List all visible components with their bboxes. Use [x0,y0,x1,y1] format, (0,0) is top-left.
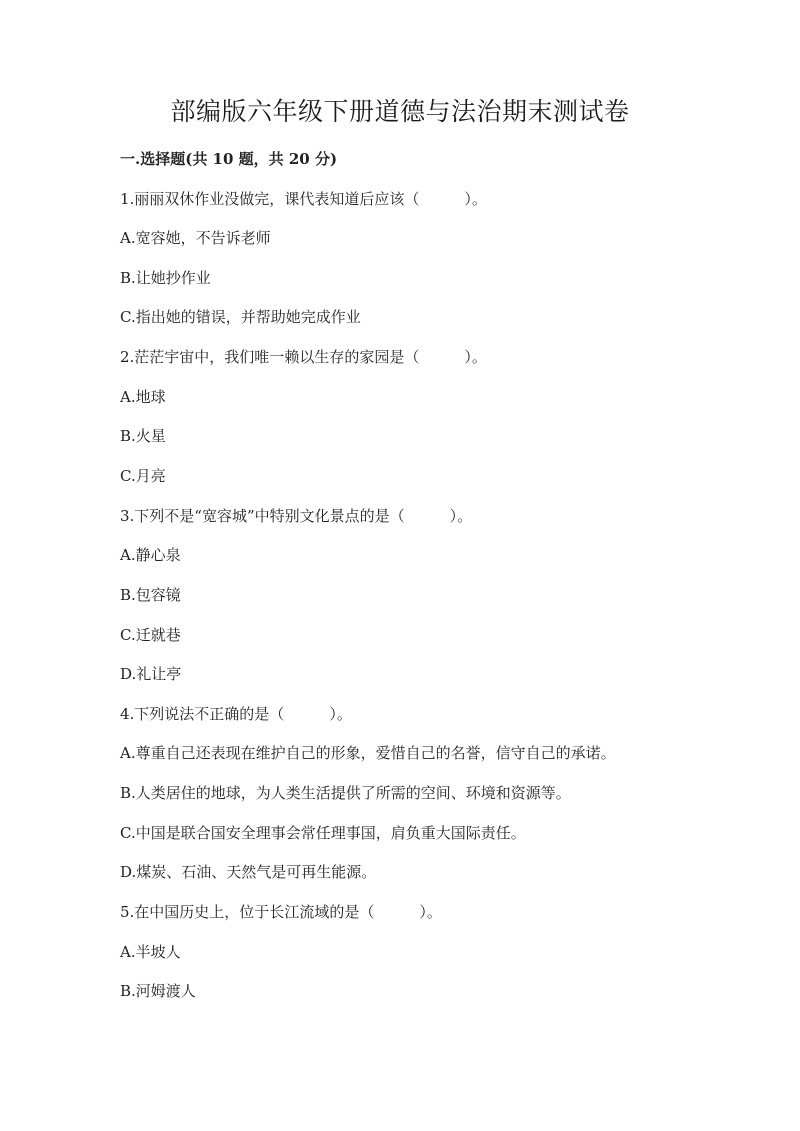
question-4-option-b: B.人类居住的地球，为人类生活提供了所需的空间、环境和资源等。 [120,784,571,802]
question-5-stem: 5.在中国历史上，位于长江流域的是（ ）。 [120,903,442,921]
question-2-option-c: C.月亮 [120,467,166,485]
question-2-option-a: A.地球 [120,388,166,406]
question-5-option-b: B.河姆渡人 [120,982,196,1000]
page-title: 部编版六年级下册道德与法治期末测试卷 [170,97,630,126]
question-4-option-a: A.尊重自己还表现在维护自己的形象，爱惜自己的名誉，信守自己的承诺。 [120,744,616,762]
question-4-option-d: D.煤炭、石油、天然气是可再生能源。 [120,863,377,881]
question-3-option-b: B.包容镜 [120,586,181,604]
question-2-option-b: B.火星 [120,427,166,445]
question-4-option-c: C.中国是联合国安全理事会常任理事国，肩负重大国际责任。 [120,824,526,842]
question-2-stem: 2.茫茫宇宙中，我们唯一赖以生存的家园是（ ）。 [120,348,487,366]
question-1-stem: 1.丽丽双休作业没做完，课代表知道后应该（ ）。 [120,190,487,208]
question-3-option-a: A.静心泉 [120,546,181,564]
question-4-stem: 4.下列说法不正确的是（ ）。 [120,705,352,723]
question-3-option-d: D.礼让亭 [120,665,182,683]
question-1-option-a: A.宽容她，不告诉老师 [120,229,271,247]
question-3-stem: 3.下列不是“宽容城”中特别文化景点的是（ ）。 [120,507,473,525]
question-1-option-b: B.让她抄作业 [120,269,211,287]
section-heading: 一.选择题(共 10 题，共 20 分) [120,150,338,168]
question-5-option-a: A.半坡人 [120,943,181,961]
question-3-option-c: C.迁就巷 [120,626,181,644]
question-1-option-c: C.指出她的错误，并帮助她完成作业 [120,308,361,326]
